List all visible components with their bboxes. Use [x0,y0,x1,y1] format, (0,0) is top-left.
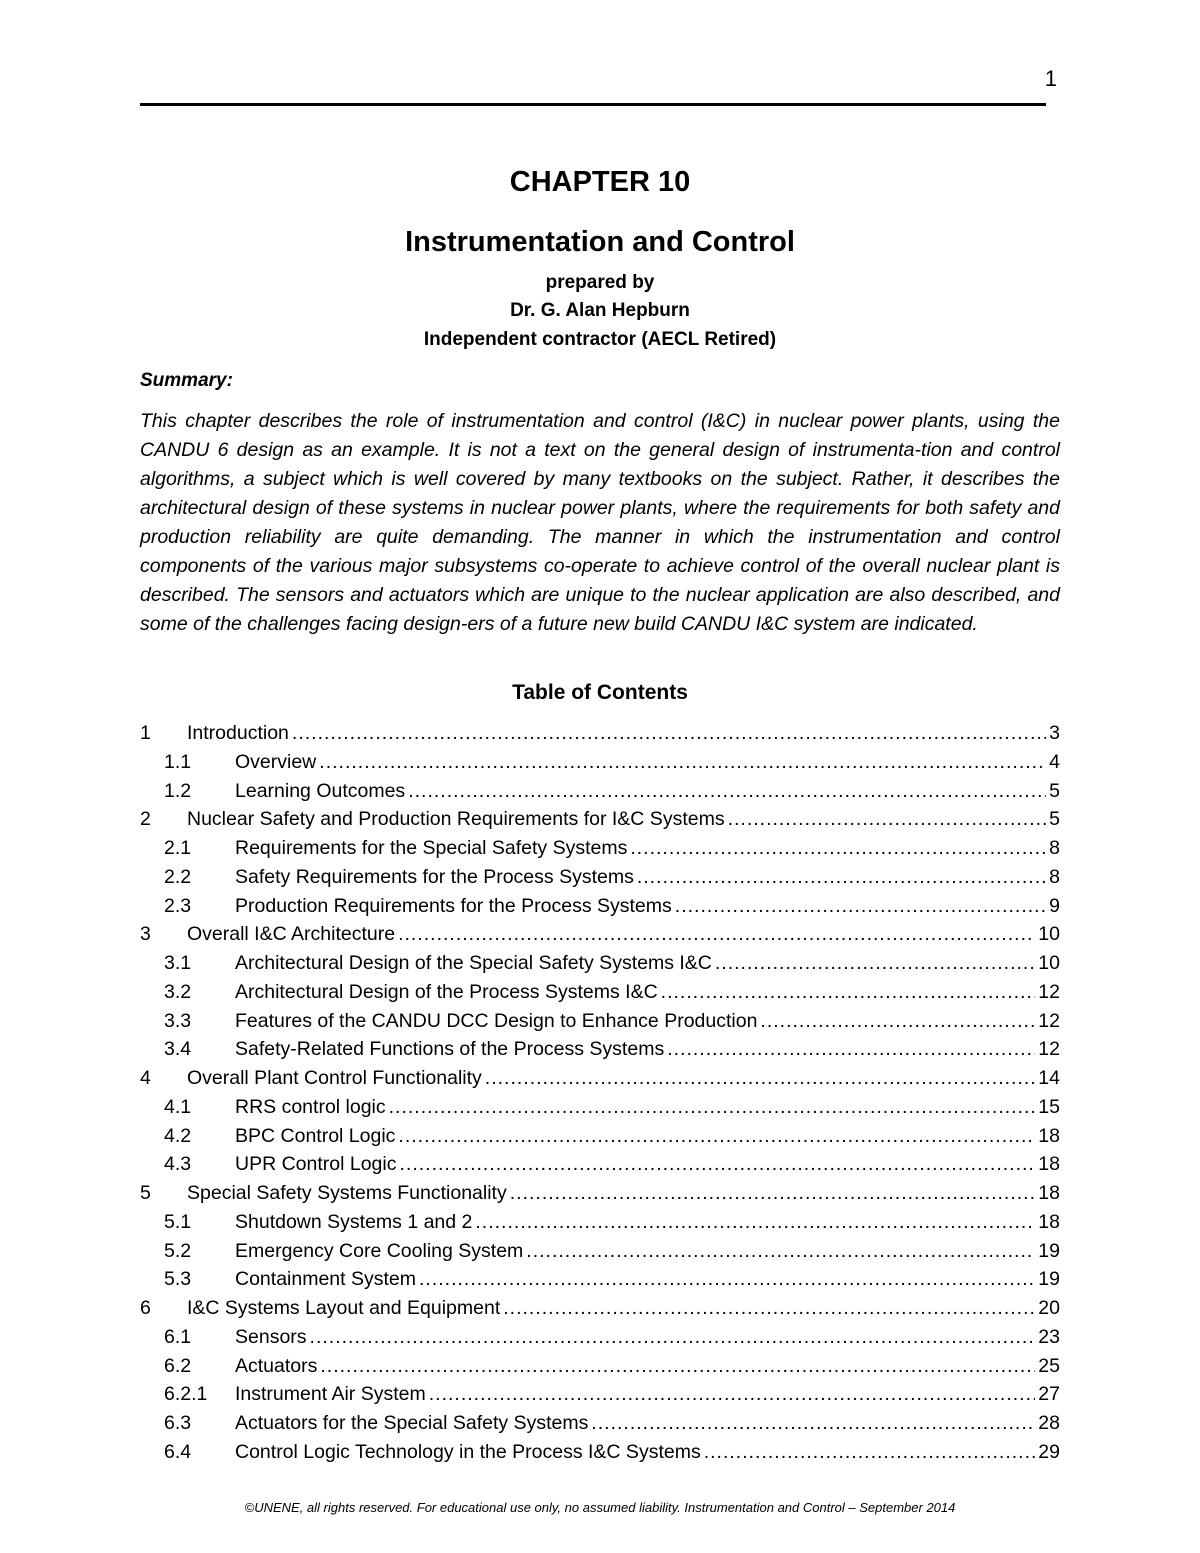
toc-entry-label: Sensors [235,1325,307,1348]
toc-dot-leader [510,1182,1036,1205]
toc-dot-leader [715,952,1035,975]
toc-entry-number: 3 [140,923,151,946]
toc-entry-page: 28 [1038,1412,1060,1434]
toc-entry[interactable] [140,1182,1060,1211]
toc-entry[interactable] [140,895,1060,924]
toc-dot-leader [408,780,1046,803]
toc-entry-page: 19 [1038,1239,1060,1262]
toc-entry-page: 5 [1049,808,1060,831]
toc-entry-page: 18 [1038,1182,1060,1204]
toc-entry[interactable] [140,952,1060,981]
toc-entry-number: 6.3 [164,1412,192,1434]
toc-dot-leader [475,1211,1035,1234]
toc-entry-label: BPC Control Logic [235,1124,396,1147]
page-number: 1 [1044,66,1057,91]
toc-entry[interactable] [140,722,1060,751]
toc-entry-page: 20 [1038,1297,1060,1319]
author-name: Dr. G. Alan Hepburn [510,300,690,321]
toc-dot-leader [591,1412,1035,1435]
footer-copyright: ©UNENE, all rights reserved. For educational use only, no assumed liability. Instrumentation and Control – September 2014 [244,1500,956,1515]
toc-entry-number: 2.2 [164,865,192,888]
toc-entry-label: Production Requirements for the Process Systems [235,894,672,917]
toc-dot-leader [637,866,1046,889]
toc-entry-label: Architectural Design of the Special Safety Systems I&C [235,952,712,974]
toc-dot-leader [485,1067,1036,1090]
toc-entry[interactable] [140,981,1060,1010]
summary-label: Summary: [140,370,233,391]
toc-entry-number: 3.1 [164,952,192,974]
toc-entry-number: 4 [140,1067,151,1089]
toc-entry-label: Requirements for the Special Safety Systems [235,837,628,859]
document-title: Instrumentation and Control [405,226,795,258]
toc-entry[interactable] [140,1383,1060,1412]
toc-dot-leader [661,981,1036,1004]
toc-entry-label: Actuators for the Special Safety Systems [235,1412,589,1434]
toc-entry-label: Overall Plant Control Functionality [187,1067,482,1089]
toc-entry-page: 25 [1038,1354,1060,1377]
toc-dot-leader [526,1240,1035,1263]
toc-entry-number: 6.1 [164,1325,192,1348]
toc-entry[interactable] [140,1125,1060,1154]
toc-dot-leader [310,1326,1036,1349]
toc-entry-label: Architectural Design of the Process Systems I&C [235,980,658,1003]
toc-entry[interactable] [140,866,1060,895]
toc-entry[interactable] [140,1297,1060,1326]
toc-entry-label: Nuclear Safety and Production Requirements for I&C Systems [187,808,725,831]
toc-entry-label: Learning Outcomes [235,779,406,802]
toc-entry-number: 3.2 [164,980,192,1003]
toc-entry-number: 2 [140,808,151,831]
toc-entry[interactable] [140,808,1060,837]
toc-entry[interactable] [140,1268,1060,1297]
toc-entry[interactable] [140,1326,1060,1355]
toc-entry-number: 1.1 [164,750,192,773]
toc-entry[interactable] [140,1441,1060,1470]
toc-entry-label: Actuators [235,1354,318,1377]
toc-entry[interactable] [140,1355,1060,1384]
toc-entry-page: 29 [1038,1440,1060,1463]
toc-entry-label: Overview [235,750,317,773]
toc-entry-label: Features of the CANDU DCC Design to Enhance Production [235,1009,758,1032]
toc-entry[interactable] [140,923,1060,952]
toc-entry-page: 23 [1038,1325,1060,1348]
toc-entry-page: 14 [1038,1067,1060,1089]
toc-entry-label: I&C Systems Layout and Equipment [187,1297,501,1319]
toc-entry-number: 5 [140,1182,151,1204]
chapter-label: CHAPTER 10 [509,166,691,198]
toc-entry-label: Safety-Related Functions of the Process Systems [235,1038,665,1061]
toc-entry-label: UPR Control Logic [235,1153,397,1176]
toc-entry-number: 6.4 [164,1440,192,1463]
toc-entry-page: 12 [1038,1009,1060,1032]
toc-entry-number: 3.3 [164,1009,192,1032]
toc-entry-page: 8 [1049,837,1060,859]
toc-entry-label: Containment System [235,1268,416,1291]
toc-entry[interactable] [140,1211,1060,1240]
toc-dot-leader [675,895,1046,918]
toc-entry-label: Special Safety Systems Functionality [187,1182,507,1204]
prepared-by-label: prepared by [545,272,655,293]
toc-entry-number: 4.1 [164,1095,192,1118]
toc-entry-number: 5.3 [164,1268,192,1291]
toc-entry-number: 4.2 [164,1124,192,1147]
toc-entry-number: 5.1 [164,1210,192,1233]
toc-entry-number: 6 [140,1297,151,1319]
toc-dot-leader [630,837,1046,860]
toc-entry-label: Control Logic Technology in the Process I&C Systems [235,1440,701,1463]
toc-entry-page: 12 [1038,1038,1060,1061]
toc-entry-label: Instrument Air System [235,1383,426,1406]
toc-entry-number: 1.2 [164,779,192,802]
toc-entry-number: 2.3 [164,894,192,917]
toc-entry-page: 12 [1038,980,1060,1003]
toc-dot-leader [728,808,1047,831]
toc-entry-label: Emergency Core Cooling System [235,1239,524,1262]
toc-dot-leader [419,1268,1035,1291]
header-rule [140,103,1046,106]
toc-entry-page: 18 [1038,1210,1060,1233]
toc-dot-leader [429,1383,1036,1406]
toc-dot-leader [398,923,1035,946]
toc-entry-label: Safety Requirements for the Process Systems [235,865,634,888]
toc-entry-page: 27 [1038,1383,1060,1406]
toc-entry-number: 5.2 [164,1239,192,1262]
toc-dot-leader [760,1010,1035,1033]
toc-entry-number: 3.4 [164,1038,192,1061]
toc-entry-page: 10 [1038,923,1060,946]
toc-entry[interactable] [140,1096,1060,1125]
toc-dot-leader [667,1038,1035,1061]
toc-dot-leader [292,722,1046,745]
toc-entry-page: 3 [1049,722,1060,744]
toc-entry-label: Introduction [187,722,289,744]
author-affiliation: Independent contractor (AECL Retired) [423,329,777,350]
toc-entry-number: 1 [140,722,151,744]
toc-entry-page: 19 [1038,1268,1060,1291]
toc-dot-leader [389,1096,1036,1119]
toc-entry-number: 6.2 [164,1354,192,1377]
toc-entry-label: RRS control logic [235,1095,386,1118]
toc-entry-label: Overall I&C Architecture [187,923,396,946]
toc-dot-leader [398,1125,1035,1148]
toc-entry[interactable] [140,837,1060,866]
toc-entry[interactable] [140,1038,1060,1067]
toc-entry[interactable] [140,1067,1060,1096]
toc-entry-page: 18 [1038,1153,1060,1176]
toc-entry[interactable] [140,780,1060,809]
toc-entry[interactable] [140,751,1060,780]
toc-entry-label: Shutdown Systems 1 and 2 [235,1210,473,1233]
toc-entry-page: 5 [1049,779,1060,802]
toc-dot-leader [503,1297,1035,1320]
toc-dot-leader [319,751,1046,774]
toc-entry[interactable] [140,1153,1060,1182]
toc-dot-leader [704,1441,1036,1464]
toc-entry-number: 4.3 [164,1153,192,1176]
toc-entry-page: 8 [1049,865,1060,888]
toc-title: Table of Contents [512,681,688,704]
summary-text: This chapter describes the role of instrumentation and control (I&C) in nuclear power plants, using the CANDU 6 design as an example. It is not a text on the general design of instrumenta-tion and control algorithms, a subject which is well covered by many textbooks on the subject. Rather, it describes the architectural design of these systems in nuclear power plants, where the requirements for both safety and production reliability are quite demanding. The manner in which the instrumentation and control components of the various major subsystems co-operate to achieve control of the overall nuclear plant is described. The sensors and actuators which are unique to the nuclear application are also described, and some of the challenges facing design-ers of a future new build CANDU I&C system are indicated. [140,410,1060,635]
toc-entry[interactable] [140,1240,1060,1269]
toc-entry-number: 6.2.1 [164,1383,208,1406]
toc-dot-leader [320,1355,1035,1378]
toc-entry-number: 2.1 [164,837,192,859]
toc-entry-page: 4 [1049,750,1060,773]
toc-entry-page: 9 [1049,894,1060,917]
toc-entry-page: 15 [1038,1095,1060,1118]
toc-entry-page: 18 [1038,1124,1060,1147]
toc-entry[interactable] [140,1412,1060,1441]
toc-entry[interactable] [140,1010,1060,1039]
toc-entry-page: 10 [1038,952,1060,974]
toc-dot-leader [399,1153,1035,1176]
table-of-contents [140,722,1060,1470]
